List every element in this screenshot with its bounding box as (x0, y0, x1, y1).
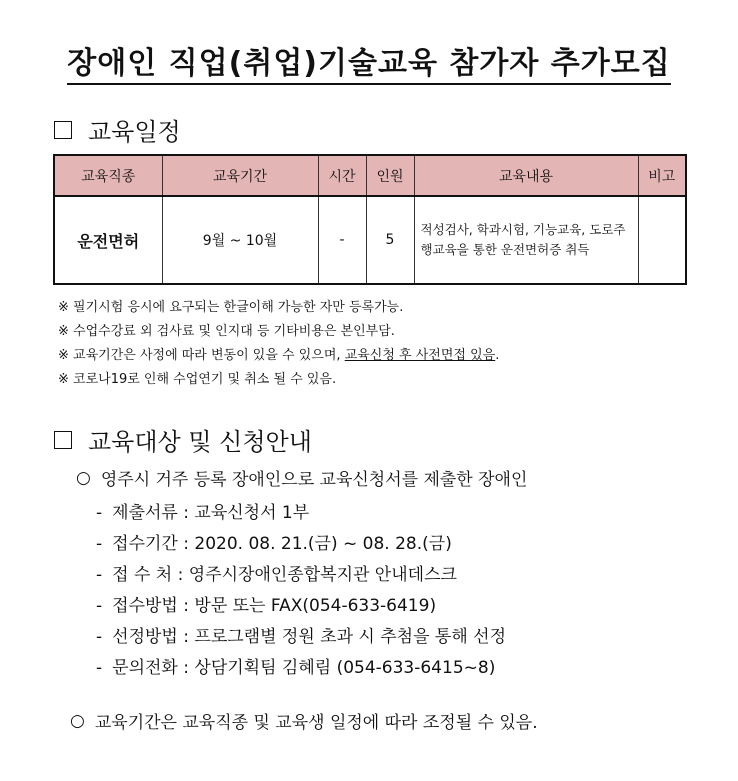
note-item: ※ 필기시험 응시에 요구되는 한글이해 가능한 자만 등록가능. (58, 300, 404, 315)
cell-time: - (318, 196, 366, 284)
list-item: - 접수기간 : 2020. 08. 21.(금) ~ 08. 28.(금) (96, 534, 452, 554)
target-text: 영주시 거주 등록 장애인으로 교육신청서를 제출한 장애인 (100, 470, 528, 490)
circle-bullet-icon: ○ (76, 467, 91, 488)
list-item: - 선정방법 : 프로그램별 정원 초과 시 추첨을 통해 선정 (96, 627, 506, 647)
section-target-title: 교육대상 및 신청안내 (88, 428, 312, 456)
header-job: 교육직종 (54, 155, 162, 196)
detail-value: 상담기획팀 김혜림 (054-633-6415~8) (194, 658, 496, 678)
list-item: - 접수방법 : 방문 또는 FAX(054-633-6419) (96, 596, 437, 616)
cell-count: 5 (366, 196, 414, 284)
details-list (96, 498, 506, 684)
header-period: 교육기간 (162, 155, 318, 196)
header-count: 인원 (366, 155, 414, 196)
schedule-table (53, 154, 687, 285)
section-schedule-title: 교육일정 (88, 118, 181, 146)
table-header-row (54, 155, 686, 196)
note-item: ※ 코로나19로 인해 수업연기 및 취소 될 수 있음. (58, 372, 337, 387)
checkbox-square-icon (54, 121, 72, 139)
list-item: - 제출서류 : 교육신청서 1부 (96, 503, 310, 523)
detail-label: 문의전화 (112, 658, 178, 678)
detail-label: 선정방법 (112, 627, 178, 647)
header-time: 시간 (318, 155, 366, 196)
detail-label: 접수방법 (112, 596, 178, 616)
table-row (54, 196, 686, 284)
cell-period: 9월 ~ 10월 (162, 196, 318, 284)
footer-text: 교육기간은 교육직종 및 교육생 일정에 따라 조정될 수 있음. (94, 713, 538, 733)
note-item: ※ 수업수강료 외 검사료 및 인지대 등 기타비용은 본인부담. (58, 324, 395, 339)
notes-list (58, 296, 499, 392)
list-item: - 접 수 처 : 영주시장애인종합복지관 안내데스크 (96, 565, 457, 585)
note-text: ※ 교육기간은 사정에 따라 변동이 있을 수 있으며, (58, 348, 345, 363)
page-title (0, 38, 738, 82)
note-item (58, 344, 499, 368)
note-underlined-text: 교육신청 후 사전면접 있음 (344, 348, 496, 363)
cell-note (638, 196, 686, 284)
target-line (76, 465, 527, 490)
section-schedule-heading (54, 112, 181, 147)
header-note: 비고 (638, 155, 686, 196)
header-content: 교육내용 (414, 155, 638, 196)
detail-label: 접수기간 (112, 534, 178, 554)
checkbox-square-icon (54, 431, 72, 449)
detail-value: 프로그램별 정원 초과 시 추첨을 통해 선정 (194, 627, 506, 647)
detail-value: 교육신청서 1부 (194, 503, 310, 523)
page-title-text: 장애인 직업(취업)기술교육 참가자 추가모집 (67, 46, 670, 85)
section-target-heading (54, 422, 312, 457)
footer-line (70, 708, 538, 733)
note-text-suffix: . (495, 348, 500, 363)
list-item: - 문의전화 : 상담기획팀 김혜림 (054-633-6415~8) (96, 658, 496, 678)
detail-value: 2020. 08. 21.(금) ~ 08. 28.(금) (194, 534, 452, 554)
circle-bullet-icon: ○ (70, 710, 85, 731)
detail-label: 접 수 처 (112, 565, 173, 585)
cell-content: 적성검사, 학과시험, 기능교육, 도로주행교육을 통한 운전면허증 취득 (414, 196, 638, 284)
detail-value: 방문 또는 FAX(054-633-6419) (194, 596, 437, 616)
detail-label: 제출서류 (112, 503, 178, 523)
detail-value: 영주시장애인종합복지관 안내데스크 (188, 565, 457, 585)
cell-job: 운전면허 (54, 196, 162, 284)
